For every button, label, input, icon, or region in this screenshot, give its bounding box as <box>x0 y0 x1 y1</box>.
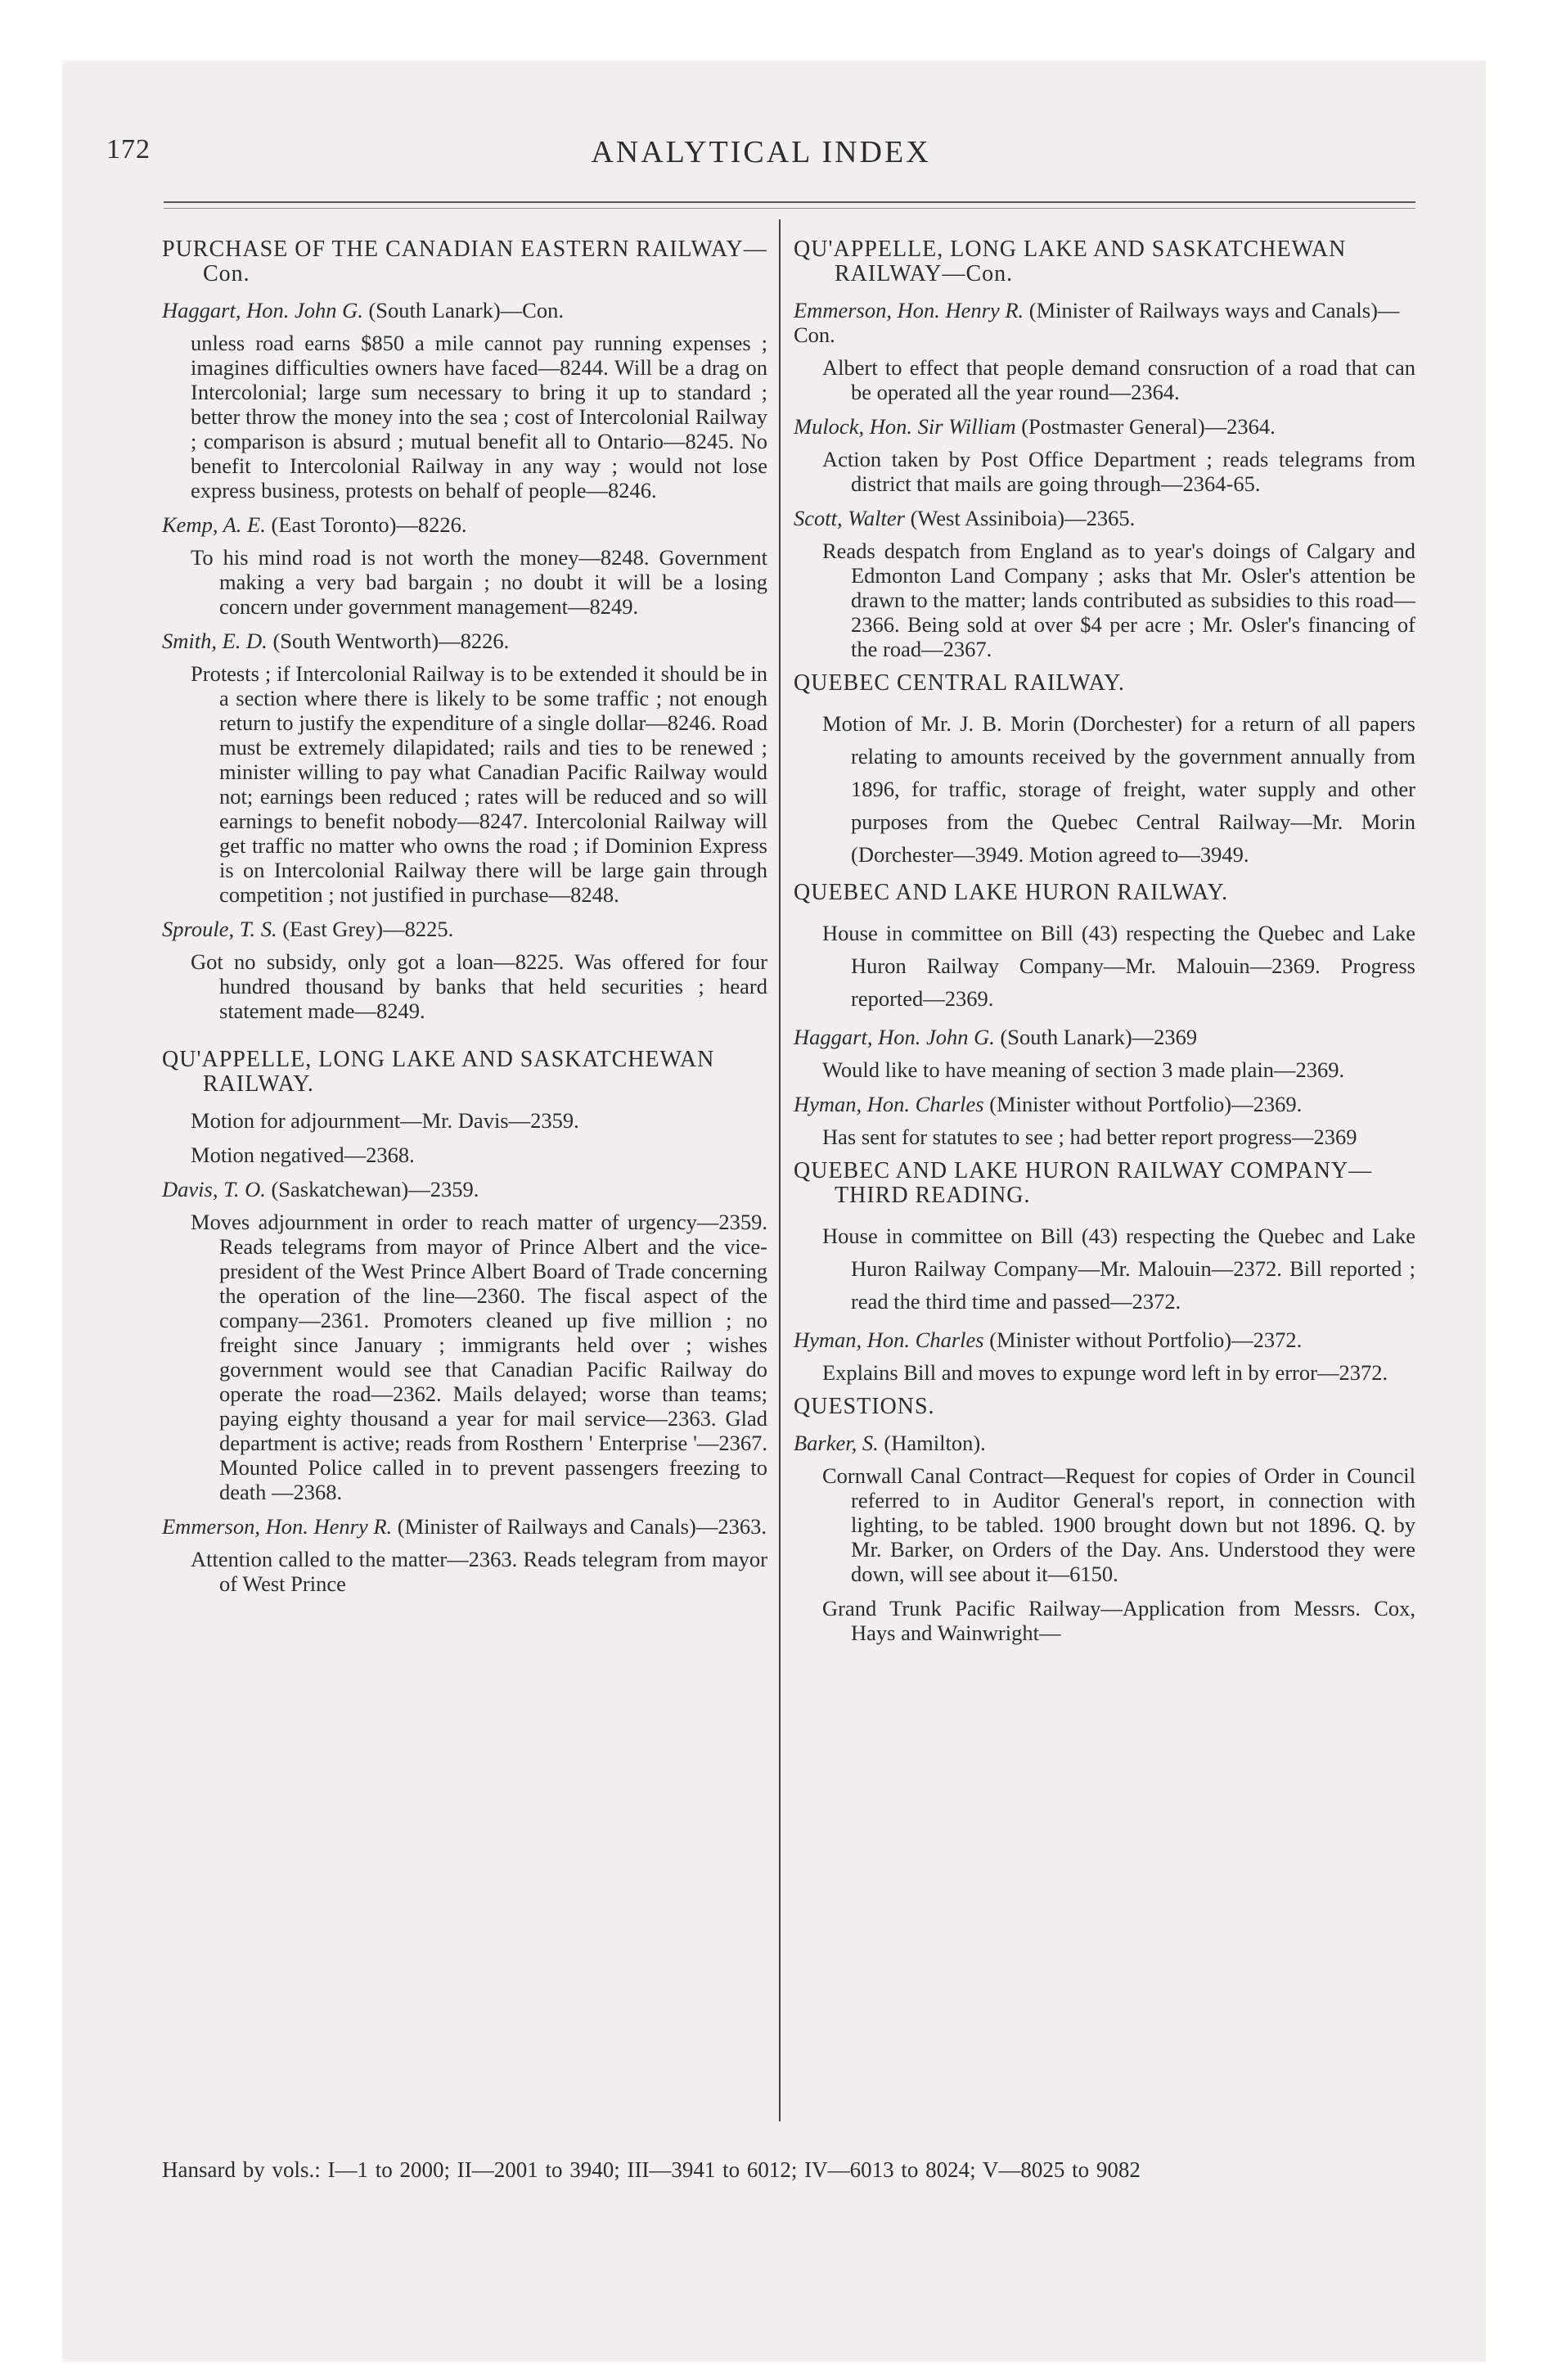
speaker-name: Emmerson, Hon. Henry R. <box>162 1514 393 1539</box>
speaker-line <box>162 512 767 537</box>
page-number: 172 <box>106 134 151 165</box>
speaker-name: Davis, T. O. <box>162 1177 266 1201</box>
header-rule <box>164 201 1415 203</box>
index-heading: QUEBEC CENTRAL RAILWAY. <box>794 670 1125 696</box>
speaker-name: Hyman, Hon. Charles <box>794 1327 984 1352</box>
speaker-detail: (Minister without Portfolio)—2369. <box>983 1092 1303 1116</box>
speaker-line <box>794 414 1415 439</box>
index-heading: QU'APPELLE, LONG LAKE AND SASKATCHEWAN RAILWAY. <box>162 1047 715 1097</box>
speaker-name: Sproule, T. S. <box>162 917 277 941</box>
index-heading: QUEBEC AND LAKE HURON RAILWAY COMPANY—THIRD READING. <box>794 1158 1373 1208</box>
speaker-detail: (South Wentworth)—8226. <box>267 629 510 653</box>
entry-text: Attention called to the matter—2363. Reads telegram from mayor of West Prince <box>191 1547 767 1596</box>
speaker-line <box>162 629 767 653</box>
entry-text: Cornwall Canal Contract—Request for copies of Order in Council referred to in Auditor General's report, in connection with lighting, to be tabled. 1900 brought down but not 1896. Q. by Mr. Barker, on Orders of the Day. Ans. Understood they were down, will see about it—6150. <box>822 1463 1415 1586</box>
index-heading: QUESTIONS. <box>794 1394 935 1419</box>
speaker-line <box>794 1025 1415 1049</box>
entry-text: To his mind road is not worth the money—8248. Government making a very bad bargain ; no doubt it will be a losing concern under government management—8249. <box>191 545 767 619</box>
speaker-name: Haggart, Hon. John G. <box>794 1025 995 1049</box>
right-column <box>794 237 1415 1655</box>
speaker-detail: (South Lanark)—2369 <box>994 1025 1198 1049</box>
entry-text: Has sent for statutes to see ; had better report progress—2369 <box>822 1125 1357 1149</box>
speaker-detail: (Hamilton). <box>878 1431 986 1455</box>
speaker-line <box>162 917 767 941</box>
entry-text: Reads despatch from England as to year's doings of Calgary and Edmonton Land Company ; asks that Mr. Osler's attention be drawn to the matter; lands contributed as subsidies to this road—2366. Being sold at over $4 per acre ; Mr. Osler's financing of the road—2367. <box>822 539 1415 661</box>
speaker-line <box>794 506 1415 530</box>
running-title: ANALYTICAL INDEX <box>591 135 931 169</box>
speaker-line <box>162 1514 767 1539</box>
speaker-name: Smith, E. D. <box>162 629 268 653</box>
speaker-detail: (South Lanark)—Con. <box>362 298 564 322</box>
entry-text: Moves adjournment in order to reach matter of urgency—2359. Reads telegrams from mayor of Prince Albert and the vice-president of the West Prince Albert Board of Trade concerning the operation of the line—2360. The fiscal aspect of the company—2361. Promoters cleaned up five million ; no freight since January ; immigrants held over ; wishes government would see that Canadian Pacific Railway do operate the road—2362. Mails delayed; worse than teams; paying eighty thousand a year for mail service—2363. Glad department is active; reads from Rosthern ' Enterprise '—2367. Mounted Police called in to prevent passengers freezing to death —2368. <box>191 1210 767 1504</box>
speaker-line <box>794 1092 1415 1116</box>
speaker-line <box>162 298 767 322</box>
speaker-line <box>794 1431 1415 1455</box>
entry-text: Protests ; if Intercolonial Railway is to be extended it should be in a section where there is likely to be some traffic ; not enough return to justify the expenditure of a single dollar—8246. Road must be extremely dilapidated; rails and ties to be renewed ; minister willing to pay what Canadian Pacific Railway would not; earnings been reduced ; rates will be reduced and so will earnings to benefit nobody—8247. Intercolonial Railway will get traffic no matter who owns the road ; if Dominion Express is on Intercolonial Railway there will be large gain through competition ; not justified in purchase—8248. <box>191 661 767 907</box>
speaker-detail: (East Grey)—8225. <box>277 917 454 941</box>
speaker-detail: (Minister of Railways and Canals)—2363. <box>392 1514 767 1539</box>
entry-text: Action taken by Post Office Department ; reads telegrams from district that mails are going through—2364-65. <box>822 447 1415 496</box>
entry-text: House in committee on Bill (43) respecting the Quebec and Lake Huron Railway Company—Mr. Malouin—2369. Progress reported—2369. <box>822 921 1415 1011</box>
speaker-name: Hyman, Hon. Charles <box>794 1092 984 1116</box>
running-head <box>106 134 1415 175</box>
header-rule-thin <box>164 208 1415 209</box>
motion-line: Motion negatived—2368. <box>191 1143 415 1167</box>
speaker-detail: (Saskatchewan)—2359. <box>265 1177 479 1201</box>
entry-text: Motion of Mr. J. B. Morin (Dorchester) for a return of all papers relating to amounts received by the government annually from 1896, for traffic, storage of freight, water supply and other purposes from the Quebec Central Railway—Mr. Morin (Dorchester—3949. Motion agreed to—3949. <box>822 711 1415 867</box>
entry-text: Albert to effect that people demand consruction of a road that can be operated all the year round—2364. <box>822 355 1415 404</box>
speaker-name: Mulock, Hon. Sir William <box>794 414 1016 439</box>
entry-text: Explains Bill and moves to expunge word left in by error—2372. <box>822 1360 1388 1385</box>
speaker-detail: (Minister without Portfolio)—2372. <box>983 1327 1303 1352</box>
left-column <box>162 237 767 1606</box>
column-divider <box>779 219 781 2121</box>
speaker-detail: (Postmaster General)—2364. <box>1015 414 1276 439</box>
entry-text: unless road earns $850 a mile cannot pay running expenses ; imagines difficulties owners have faced—8244. Will be a drag on Intercolonial; large sum necessary to bring it up to standard ; better throw the money into the sea ; cost of Intercolonial Railway ; comparison is absurd ; mutual benefit all to Ontario—8245. No benefit to Intercolonial Railway in any way ; would not lose express business, protests on behalf of people—8246. <box>191 331 767 503</box>
entry-text: House in committee on Bill (43) respecting the Quebec and Lake Huron Railway Company—Mr. Malouin—2372. Bill reported ; read the third time and passed—2372. <box>822 1224 1415 1314</box>
entry-text: Grand Trunk Pacific Railway—Application from Messrs. Cox, Hays and Wainwright— <box>822 1596 1415 1645</box>
speaker-detail: (West Assiniboia)—2365. <box>904 506 1136 530</box>
speaker-line <box>162 1177 767 1201</box>
entry-text: Would like to have meaning of section 3 made plain—2369. <box>822 1057 1345 1082</box>
index-heading: QUEBEC AND LAKE HURON RAILWAY. <box>794 880 1229 905</box>
index-heading: QU'APPELLE, LONG LAKE AND SASKATCHEWAN RAILWAY—Con. <box>794 237 1347 286</box>
speaker-detail: (Minister of Railways ways and Canals)—Con. <box>794 298 1400 347</box>
speaker-detail: (East Toronto)—8226. <box>265 512 467 537</box>
index-heading: PURCHASE OF THE CANADIAN EASTERN RAILWAY—Con. <box>162 237 767 286</box>
volume-footer: Hansard by vols.: I—1 to 2000; II—2001 to 3940; III—3941 to 6012; IV—6013 to 8024; V—8025 to 9082 <box>162 2157 1141 2182</box>
speaker-name: Emmerson, Hon. Henry R. <box>794 298 1024 322</box>
speaker-line <box>794 298 1415 347</box>
motion-line: Motion for adjournment—Mr. Davis—2359. <box>191 1108 579 1133</box>
entry-text: Got no subsidy, only got a loan—8225. Was offered for four hundred thousand by banks that held securities ; heard statement made—8249. <box>191 949 767 1023</box>
speaker-line <box>794 1327 1415 1352</box>
speaker-name: Haggart, Hon. John G. <box>162 298 363 322</box>
speaker-name: Scott, Walter <box>794 506 905 530</box>
speaker-name: Barker, S. <box>794 1431 879 1455</box>
speaker-name: Kemp, A. E. <box>162 512 266 537</box>
